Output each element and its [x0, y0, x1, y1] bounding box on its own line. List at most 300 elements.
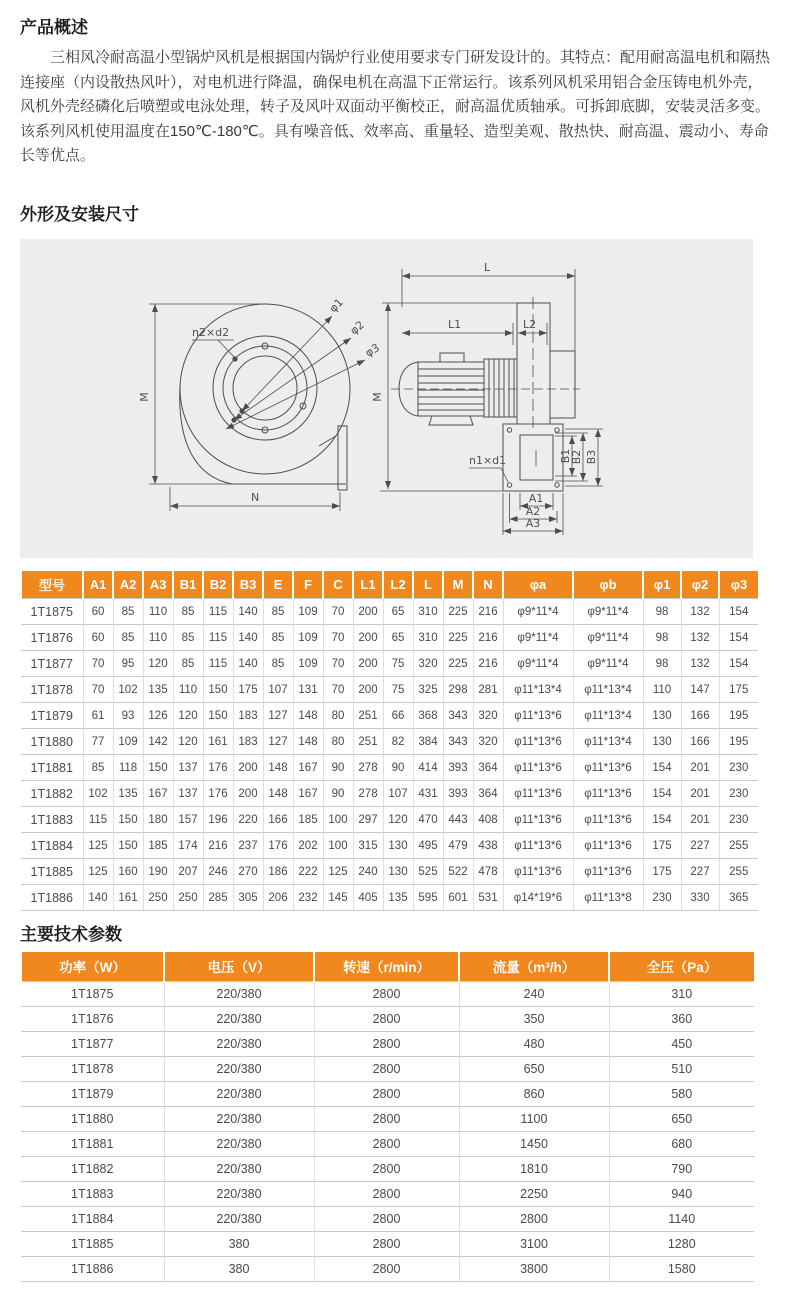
model-cell: 1T1880: [21, 729, 83, 755]
cell-phi-a: φ9*11*4: [503, 625, 573, 651]
dim-label-l1: L1: [448, 317, 462, 331]
cell-voltage: 220/380: [164, 1106, 314, 1131]
cell-a1: 140: [83, 885, 113, 911]
cell-phi-3: 365: [719, 885, 758, 911]
cell-voltage: 220/380: [164, 1056, 314, 1081]
cell-phi-1: 110: [643, 677, 681, 703]
cell-b3: 305: [233, 885, 263, 911]
cell-a2: 102: [113, 677, 143, 703]
cell-speed: 2800: [314, 1231, 459, 1256]
cell-n: 531: [473, 885, 503, 911]
cell-a3: 110: [143, 599, 173, 625]
cell-speed: 2800: [314, 1031, 459, 1056]
cell-a3: 185: [143, 833, 173, 859]
cell-phi-1: 98: [643, 651, 681, 677]
cell-phi-3: 195: [719, 729, 758, 755]
parameters-table-row: [21, 1031, 754, 1056]
cell-m: 601: [443, 885, 473, 911]
cell-phi-a: φ11*13*6: [503, 729, 573, 755]
cell-phi-a: φ11*13*6: [503, 703, 573, 729]
dim-label-phi3: φ3: [363, 340, 382, 360]
cell-b3: 183: [233, 703, 263, 729]
dimension-column-header: L1: [353, 571, 383, 599]
cell-l2: 65: [383, 625, 413, 651]
dimension-column-header: 型号: [21, 571, 83, 599]
cell-phi-a: φ11*13*6: [503, 833, 573, 859]
cell-f: 148: [293, 703, 323, 729]
cell-speed: 2800: [314, 1181, 459, 1206]
cell-flow: 480: [459, 1031, 609, 1056]
parameters-table-row: [21, 1206, 754, 1231]
cell-a3: 110: [143, 625, 173, 651]
dim-label-l2: L2: [523, 317, 537, 331]
cell-m: 225: [443, 625, 473, 651]
dimension-table-header-row: [21, 571, 758, 599]
overview-title: 产品概述: [20, 18, 88, 38]
cell-n: 408: [473, 807, 503, 833]
cell-phi-3: 175: [719, 677, 758, 703]
cell-power: 1T1877: [21, 1031, 164, 1056]
cell-b3: 237: [233, 833, 263, 859]
cell-l2: 130: [383, 859, 413, 885]
cell-f: 131: [293, 677, 323, 703]
cell-phi-1: 98: [643, 599, 681, 625]
model-cell: 1T1884: [21, 833, 83, 859]
cell-phi-a: φ11*13*6: [503, 781, 573, 807]
cell-n: 216: [473, 651, 503, 677]
cell-power: 1T1882: [21, 1156, 164, 1181]
cell-l: 595: [413, 885, 443, 911]
cell-b3: 140: [233, 625, 263, 651]
cell-l2: 90: [383, 755, 413, 781]
cell-a1: 70: [83, 651, 113, 677]
model-cell: 1T1886: [21, 885, 83, 911]
cell-phi-1: 230: [643, 885, 681, 911]
cell-voltage: 220/380: [164, 1156, 314, 1181]
model-cell: 1T1879: [21, 703, 83, 729]
cell-f: 109: [293, 625, 323, 651]
cell-l: 310: [413, 599, 443, 625]
dimension-table-row: [21, 729, 758, 755]
cell-phi-2: 201: [681, 807, 719, 833]
dimension-table-row: [21, 755, 758, 781]
dimension-column-header: B1: [173, 571, 203, 599]
cell-pressure: 310: [609, 981, 754, 1006]
parameter-column-header: 电压（V）: [164, 952, 314, 981]
cell-b1: 137: [173, 755, 203, 781]
cell-b3: 200: [233, 781, 263, 807]
cell-l2: 66: [383, 703, 413, 729]
cell-l: 431: [413, 781, 443, 807]
dimension-table-row: [21, 859, 758, 885]
cell-f: 109: [293, 599, 323, 625]
dimension-column-header: F: [293, 571, 323, 599]
cell-voltage: 380: [164, 1256, 314, 1281]
cell-voltage: 220/380: [164, 1031, 314, 1056]
cell-a2: 150: [113, 807, 143, 833]
cell-l: 384: [413, 729, 443, 755]
cell-l1: 278: [353, 781, 383, 807]
overview-paragraph-2: 该系列风机使用温度在150℃-180℃。具有噪音低、效率高、重量轻、造型美观、散热快、耐高温、震动小、寿命长等优点。: [20, 122, 769, 164]
cell-flow: 860: [459, 1081, 609, 1106]
dimension-table-row: [21, 651, 758, 677]
cell-phi-2: 166: [681, 729, 719, 755]
cell-speed: 2800: [314, 1006, 459, 1031]
cell-b2: 161: [203, 729, 233, 755]
cell-b3: 183: [233, 729, 263, 755]
cell-voltage: 220/380: [164, 1206, 314, 1231]
cell-pressure: 1580: [609, 1256, 754, 1281]
cell-e: 206: [263, 885, 293, 911]
cell-phi-1: 175: [643, 859, 681, 885]
cell-a2: 95: [113, 651, 143, 677]
cell-phi-2: 132: [681, 651, 719, 677]
model-cell: 1T1881: [21, 755, 83, 781]
cell-phi-b: φ11*13*6: [573, 807, 643, 833]
dimension-column-header: A3: [143, 571, 173, 599]
model-cell: 1T1877: [21, 651, 83, 677]
cell-l2: 75: [383, 651, 413, 677]
dimension-table-row: [21, 781, 758, 807]
cell-flow: 240: [459, 981, 609, 1006]
dim-label-m-side: M: [371, 391, 384, 402]
fan-front-view: [138, 295, 382, 510]
cell-c: 80: [323, 703, 353, 729]
cell-l2: 65: [383, 599, 413, 625]
cell-phi-1: 98: [643, 625, 681, 651]
cell-c: 80: [323, 729, 353, 755]
cell-phi-1: 154: [643, 807, 681, 833]
cell-l1: 240: [353, 859, 383, 885]
dimension-table-row: [21, 599, 758, 625]
cell-phi-2: 147: [681, 677, 719, 703]
dimension-column-header: φ1: [643, 571, 681, 599]
cell-a2: 150: [113, 833, 143, 859]
dim-label-n: N: [251, 490, 260, 504]
dim-label-l: L: [484, 260, 491, 274]
cell-phi-3: 230: [719, 807, 758, 833]
dimension-column-header: φb: [573, 571, 643, 599]
cell-f: 185: [293, 807, 323, 833]
cell-pressure: 450: [609, 1031, 754, 1056]
cell-l1: 278: [353, 755, 383, 781]
cell-e: 85: [263, 599, 293, 625]
cell-phi-2: 132: [681, 625, 719, 651]
cell-n: 364: [473, 755, 503, 781]
cell-m: 479: [443, 833, 473, 859]
cell-phi-b: φ9*11*4: [573, 625, 643, 651]
cell-a1: 70: [83, 677, 113, 703]
dim-label-n1d1: n1×d1: [469, 453, 507, 467]
dimension-table-row: [21, 677, 758, 703]
cell-l: 325: [413, 677, 443, 703]
cell-b3: 220: [233, 807, 263, 833]
parameters-table-body: [21, 981, 754, 1281]
cell-a1: 102: [83, 781, 113, 807]
cell-b2: 150: [203, 703, 233, 729]
dimension-table-row: [21, 625, 758, 651]
cell-a1: 77: [83, 729, 113, 755]
cell-phi-2: 132: [681, 599, 719, 625]
cell-pressure: 580: [609, 1081, 754, 1106]
cell-m: 393: [443, 781, 473, 807]
cell-pressure: 1140: [609, 1206, 754, 1231]
cell-speed: 2800: [314, 1106, 459, 1131]
cell-l2: 130: [383, 833, 413, 859]
cell-e: 85: [263, 651, 293, 677]
cell-l1: 200: [353, 651, 383, 677]
cell-l: 310: [413, 625, 443, 651]
params-title: 主要技术参数: [20, 925, 122, 945]
cell-phi-2: 227: [681, 833, 719, 859]
cell-phi-b: φ11*13*6: [573, 781, 643, 807]
cell-phi-b: φ11*13*6: [573, 755, 643, 781]
cell-l: 414: [413, 755, 443, 781]
cell-b2: 196: [203, 807, 233, 833]
cell-n: 216: [473, 599, 503, 625]
cell-a2: 118: [113, 755, 143, 781]
cell-a1: 60: [83, 599, 113, 625]
cell-n: 216: [473, 625, 503, 651]
cell-speed: 2800: [314, 1256, 459, 1281]
cell-e: 85: [263, 625, 293, 651]
cell-phi-a: φ11*13*6: [503, 755, 573, 781]
cell-pressure: 1280: [609, 1231, 754, 1256]
cell-phi-a: φ9*11*4: [503, 651, 573, 677]
dim-label-phi1: φ1: [326, 295, 346, 315]
cell-phi-2: 227: [681, 859, 719, 885]
parameters-table-row: [21, 1081, 754, 1106]
cell-flow: 1450: [459, 1131, 609, 1156]
parameters-table-header-row: [21, 952, 754, 981]
cell-b2: 115: [203, 599, 233, 625]
cell-l1: 251: [353, 729, 383, 755]
cell-f: 202: [293, 833, 323, 859]
cell-phi-b: φ9*11*4: [573, 599, 643, 625]
cell-a1: 85: [83, 755, 113, 781]
cell-m: 225: [443, 651, 473, 677]
cell-flow: 1810: [459, 1156, 609, 1181]
cell-l: 320: [413, 651, 443, 677]
parameters-table-row: [21, 1181, 754, 1206]
cell-phi-1: 175: [643, 833, 681, 859]
cell-l1: 297: [353, 807, 383, 833]
parameters-table-row: [21, 1131, 754, 1156]
cell-m: 225: [443, 599, 473, 625]
cell-a3: 150: [143, 755, 173, 781]
cell-phi-1: 130: [643, 729, 681, 755]
cell-c: 90: [323, 755, 353, 781]
cell-a1: 61: [83, 703, 113, 729]
parameters-table-row: [21, 1056, 754, 1081]
dimension-table-row: [21, 833, 758, 859]
cell-l1: 200: [353, 625, 383, 651]
cell-flow: 350: [459, 1006, 609, 1031]
cell-l1: 405: [353, 885, 383, 911]
cell-flow: 2800: [459, 1206, 609, 1231]
cell-power: 1T1880: [21, 1106, 164, 1131]
cell-power: 1T1885: [21, 1231, 164, 1256]
parameter-column-header: 全压（Pa）: [609, 952, 754, 981]
cell-e: 148: [263, 755, 293, 781]
cell-a2: 160: [113, 859, 143, 885]
cell-phi-a: φ14*19*6: [503, 885, 573, 911]
dimension-drawing: [20, 239, 753, 558]
cell-b3: 200: [233, 755, 263, 781]
cell-a2: 85: [113, 625, 143, 651]
cell-l1: 200: [353, 677, 383, 703]
parameters-table-row: [21, 981, 754, 1006]
model-cell: 1T1885: [21, 859, 83, 885]
cell-l2: 107: [383, 781, 413, 807]
cell-a2: 161: [113, 885, 143, 911]
cell-a2: 109: [113, 729, 143, 755]
cell-l: 368: [413, 703, 443, 729]
cell-b1: 250: [173, 885, 203, 911]
dim-label-b2: B2: [570, 449, 583, 464]
cell-e: 127: [263, 729, 293, 755]
cell-phi-a: φ11*13*6: [503, 859, 573, 885]
cell-power: 1T1884: [21, 1206, 164, 1231]
cell-power: 1T1876: [21, 1006, 164, 1031]
cell-speed: 2800: [314, 1156, 459, 1181]
cell-pressure: 680: [609, 1131, 754, 1156]
cell-l2: 135: [383, 885, 413, 911]
cell-b2: 115: [203, 625, 233, 651]
cell-b3: 175: [233, 677, 263, 703]
cell-speed: 2800: [314, 1206, 459, 1231]
cell-a3: 135: [143, 677, 173, 703]
cell-b2: 176: [203, 755, 233, 781]
cell-c: 100: [323, 833, 353, 859]
cell-phi-b: φ11*13*4: [573, 703, 643, 729]
cell-b1: 120: [173, 703, 203, 729]
overview-paragraph-1: 三相风冷耐高温小型锅炉风机是根据国内锅炉行业使用要求专门研发设计的。其特点：配用耐高温电机和隔热连接座（内设散热风叶），对电机进行降温，确保电机在高温下正常运行。该系列风机采用铝合金压铸电机外壳，风机外壳经磷化后喷塑或电泳处理，转子及风叶双面动平衡校正，耐高温优质轴承。可拆卸底脚，安装灵活多变。: [20, 49, 771, 115]
cell-n: 320: [473, 703, 503, 729]
cell-b2: 150: [203, 677, 233, 703]
cell-a1: 125: [83, 859, 113, 885]
dimension-table-row: [21, 885, 758, 911]
cell-b1: 110: [173, 677, 203, 703]
cell-n: 478: [473, 859, 503, 885]
dimension-table-row: [21, 703, 758, 729]
model-cell: 1T1875: [21, 599, 83, 625]
cell-phi-3: 230: [719, 781, 758, 807]
cell-b2: 176: [203, 781, 233, 807]
cell-m: 393: [443, 755, 473, 781]
cell-b1: 207: [173, 859, 203, 885]
cell-e: 176: [263, 833, 293, 859]
cell-phi-3: 230: [719, 755, 758, 781]
cell-pressure: 650: [609, 1106, 754, 1131]
cell-voltage: 220/380: [164, 1006, 314, 1031]
cell-b1: 137: [173, 781, 203, 807]
dim-label-b3: B3: [585, 449, 598, 464]
cell-pressure: 510: [609, 1056, 754, 1081]
dimension-column-header: A2: [113, 571, 143, 599]
cell-power: 1T1886: [21, 1256, 164, 1281]
cell-phi-b: φ11*13*4: [573, 729, 643, 755]
parameters-table-row: [21, 1106, 754, 1131]
cell-phi-2: 166: [681, 703, 719, 729]
cell-e: 127: [263, 703, 293, 729]
cell-speed: 2800: [314, 1056, 459, 1081]
cell-voltage: 380: [164, 1231, 314, 1256]
dimension-column-header: φ2: [681, 571, 719, 599]
dimension-column-header: B2: [203, 571, 233, 599]
cell-flow: 3800: [459, 1256, 609, 1281]
cell-phi-b: φ11*13*4: [573, 677, 643, 703]
model-cell: 1T1878: [21, 677, 83, 703]
cell-a2: 135: [113, 781, 143, 807]
cell-c: 90: [323, 781, 353, 807]
cell-pressure: 790: [609, 1156, 754, 1181]
cell-b1: 85: [173, 651, 203, 677]
cell-phi-1: 154: [643, 755, 681, 781]
dimension-table-row: [21, 807, 758, 833]
cell-a1: 115: [83, 807, 113, 833]
cell-flow: 2250: [459, 1181, 609, 1206]
cell-l2: 120: [383, 807, 413, 833]
cell-flow: 1100: [459, 1106, 609, 1131]
cell-a3: 126: [143, 703, 173, 729]
cell-b3: 140: [233, 599, 263, 625]
cell-pressure: 940: [609, 1181, 754, 1206]
cell-phi-a: φ11*13*4: [503, 677, 573, 703]
cell-n: 438: [473, 833, 503, 859]
cell-f: 167: [293, 781, 323, 807]
cell-e: 186: [263, 859, 293, 885]
cell-l: 495: [413, 833, 443, 859]
cell-a3: 142: [143, 729, 173, 755]
dimension-column-header: E: [263, 571, 293, 599]
dimension-column-header: φa: [503, 571, 573, 599]
cell-l1: 200: [353, 599, 383, 625]
cell-speed: 2800: [314, 1081, 459, 1106]
dim-label-a2: A2: [525, 504, 541, 518]
cell-c: 145: [323, 885, 353, 911]
dim-label-m-front: M: [138, 391, 151, 402]
cell-phi-b: φ11*13*6: [573, 859, 643, 885]
parameters-table-row: [21, 1256, 754, 1281]
bolt-hole-icon: [555, 427, 559, 431]
cell-m: 298: [443, 677, 473, 703]
cell-phi-2: 330: [681, 885, 719, 911]
cell-b2: 246: [203, 859, 233, 885]
cell-a3: 120: [143, 651, 173, 677]
cell-b1: 157: [173, 807, 203, 833]
cell-phi-b: φ11*13*8: [573, 885, 643, 911]
cell-power: 1T1878: [21, 1056, 164, 1081]
cell-b1: 174: [173, 833, 203, 859]
cell-phi-1: 130: [643, 703, 681, 729]
cell-m: 343: [443, 729, 473, 755]
cell-l: 470: [413, 807, 443, 833]
cell-l: 525: [413, 859, 443, 885]
cell-phi-b: φ9*11*4: [573, 651, 643, 677]
cell-b1: 120: [173, 729, 203, 755]
cell-b2: 115: [203, 651, 233, 677]
cell-voltage: 220/380: [164, 1181, 314, 1206]
dimension-column-header: A1: [83, 571, 113, 599]
cell-f: 222: [293, 859, 323, 885]
cell-voltage: 220/380: [164, 1081, 314, 1106]
cell-power: 1T1881: [21, 1131, 164, 1156]
dim-label-a3: A3: [525, 516, 541, 530]
cell-m: 522: [443, 859, 473, 885]
cell-phi-3: 154: [719, 651, 758, 677]
cell-b1: 85: [173, 599, 203, 625]
